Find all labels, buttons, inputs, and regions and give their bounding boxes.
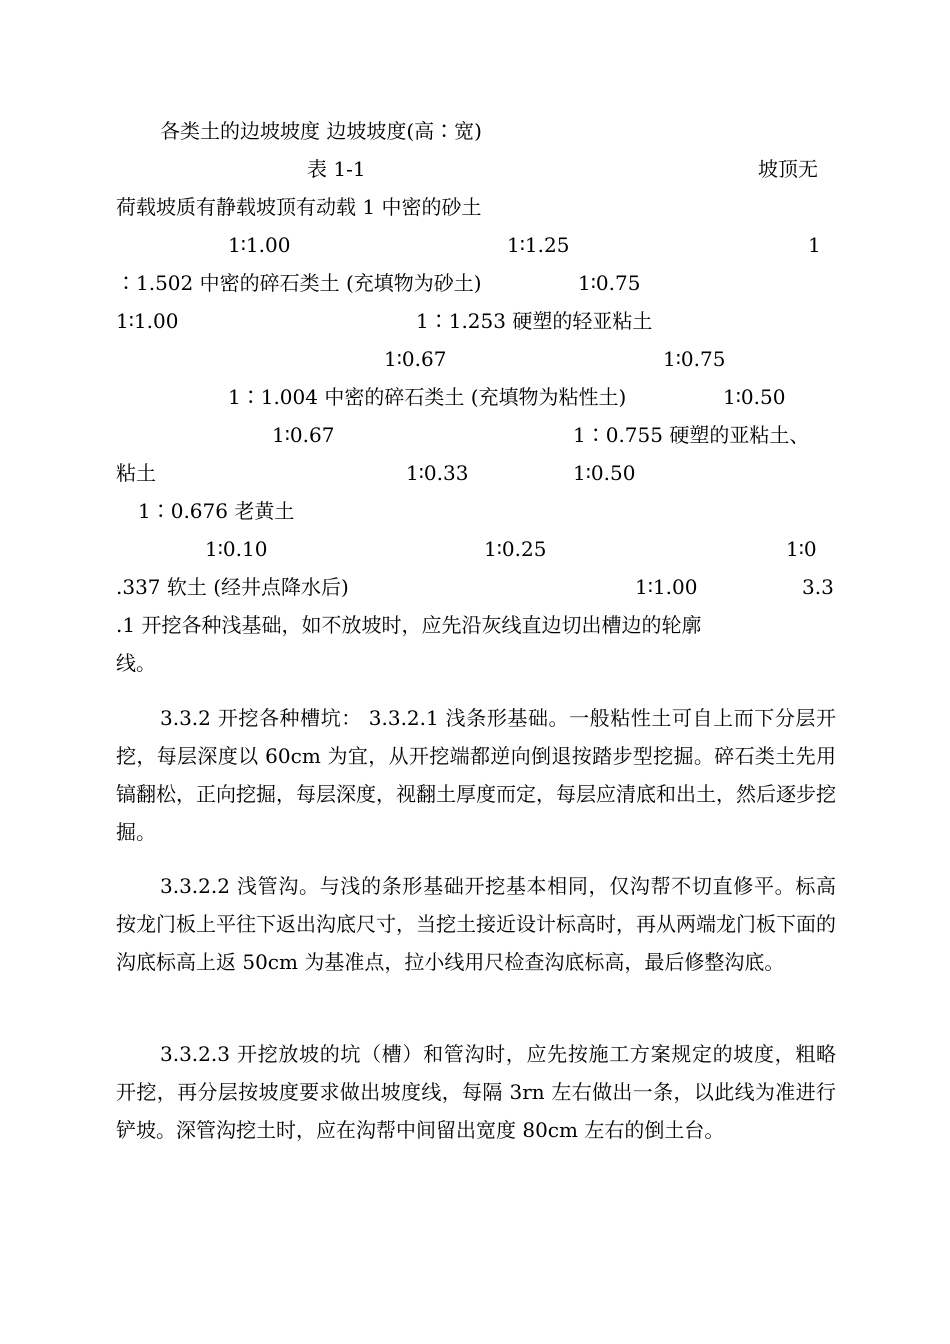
table-cell: 1∶1.00 (228, 233, 291, 257)
table-cell: 1∶0 (786, 537, 817, 561)
table-row-text: ∶1.502 中密的碎石类土 (充填物为砂土) (116, 271, 482, 295)
section-number-fragment: 3.3 (802, 575, 834, 599)
table-cell: 1∶0.67 (384, 347, 447, 371)
table-row-text: 1∶1.253 硬塑的轻亚粘土 (416, 309, 653, 333)
table-number: 表 1-1 (307, 157, 366, 181)
table-row-text: 1∶0.755 硬塑的亚粘土、 (573, 423, 810, 447)
table-cell: 1∶0.75 (663, 347, 726, 371)
table-row-text: .337 软土 (经井点降水后) (116, 575, 349, 599)
table-cell: 1∶0.10 (205, 537, 268, 561)
table-header-line: 荷载坡质有静载坡顶有动载 1 中密的砂土 (116, 195, 482, 219)
table-row-text: 1∶1.004 中密的碎石类土 (充填物为粘性土) (228, 385, 627, 409)
table-cell: 1∶0.25 (484, 537, 547, 561)
table-cell: 1∶1.25 (507, 233, 570, 257)
table-title: 各类土的边坡坡度 边坡坡度(高∶宽) (160, 119, 482, 143)
table-cell: 1∶1.00 (635, 575, 698, 599)
table-cell: 1∶0.50 (723, 385, 786, 409)
paragraph-3-3-2-3: 3.3.2.3 开挖放坡的坑（槽）和管沟时，应先按施工方案规定的坡度，粗略开挖，再分层按坡度要求做出坡度线，每隔 3rn 左右做出一条，以此线为准进行铲坡。深管沟挖土时，应在沟帮中间留出宽度 80cm 左右的倒土台。 (116, 1042, 836, 1142)
table-cell: 1 (808, 233, 821, 257)
paragraph-3-3-2-2: 3.3.2.2 浅管沟。与浅的条形基础开挖基本相同，仅沟帮不切直修平。标高按龙门板上平往下返出沟底尺寸，当挖土接近设计标高时，再从两端龙门板下面的沟底标高上返 50cm 为基准点，拉小线用尺检查沟底标高，最后修整沟底。 (116, 874, 836, 974)
table-cell: 1∶0.50 (573, 461, 636, 485)
table-header-fragment: 坡顶无 (758, 157, 818, 181)
table-cell: 1∶0.67 (272, 423, 335, 447)
table-cell: 1∶0.75 (578, 271, 641, 295)
section-3-3-1-end: 线。 (116, 651, 156, 675)
table-row-text: 粘土 (116, 461, 156, 485)
table-row-text: 1∶0.676 老黄土 (138, 499, 295, 523)
table-cell: 1∶0.33 (406, 461, 469, 485)
section-3-3-1-text: .1 开挖各种浅基础，如不放坡时，应先沿灰线直边切出槽边的轮廓 (116, 613, 702, 637)
paragraph-3-3-2: 3.3.2 开挖各种槽坑： 3.3.2.1 浅条形基础。一般粘性土可自上而下分层开挖，每层深度以 60cm 为宜，从开挖端都逆向倒退按踏步型挖掘。碎石类土先用镐翻松，正向挖掘，每层深度，视翻土厚度而定，每层应清底和出土，然后逐步挖掘。 (116, 706, 836, 844)
table-cell: 1∶1.00 (116, 309, 179, 333)
